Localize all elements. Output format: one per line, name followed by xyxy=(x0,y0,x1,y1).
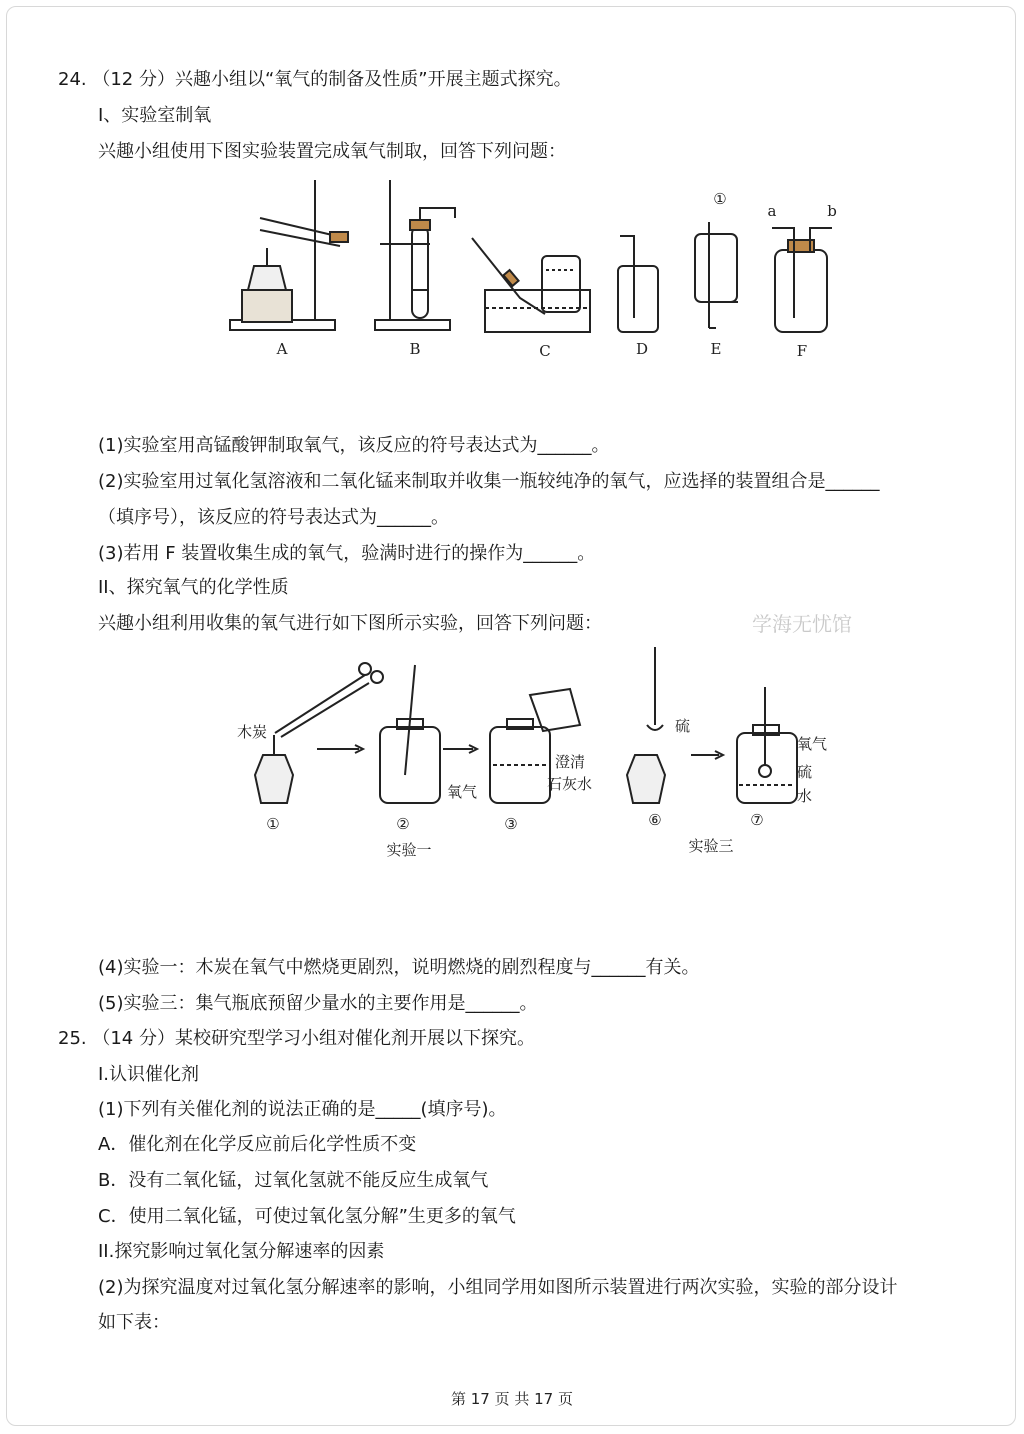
label-n7: ⑦ xyxy=(750,811,764,829)
apparatus-d xyxy=(618,236,658,332)
q24-part1-intro: 兴趣小组使用下图实验装置完成氧气制取，回答下列问题： xyxy=(98,141,566,162)
label-n6: ⑥ xyxy=(648,811,662,829)
label-limewater-1: 澄清 xyxy=(555,753,586,771)
q25-sub2-line2: 如下表： xyxy=(98,1312,170,1333)
q24-sub4: (4)实验一：木炭在氧气中燃烧更剧烈，说明燃烧的剧烈程度与______有关。 xyxy=(98,957,700,978)
apparatus-a xyxy=(230,180,348,330)
q24-sub2-line2: （填序号），该反应的符号表达式为______。 xyxy=(98,507,449,528)
apparatus-f xyxy=(772,228,832,332)
label-d: D xyxy=(635,340,649,358)
experiment-step-7 xyxy=(737,687,797,803)
label-f-b: b xyxy=(827,202,837,220)
q25-option-b: B．没有二氧化锰，过氧化氢就不能反应生成氧气 xyxy=(98,1170,489,1191)
q25-header: 25. （14 分）某校研究型学习小组对催化剂开展以下探究。 xyxy=(58,1028,535,1049)
label-a: A xyxy=(276,340,288,358)
label-sulfur: 硫 xyxy=(675,717,691,735)
label-n3: ③ xyxy=(504,815,518,833)
watermark: 学海无忧馆 xyxy=(752,612,852,636)
apparatus-c xyxy=(472,238,590,332)
q24-part2-intro: 兴趣小组利用收集的氧气进行如下图所示实验，回答下列问题： xyxy=(98,613,602,634)
label-limewater-2: 石灰水 xyxy=(547,775,593,793)
label-f-a: a xyxy=(767,202,777,220)
q25-option-a: A．催化剂在化学反应前后化学性质不变 xyxy=(98,1134,417,1155)
q24-part2-title: II、探究氧气的化学性质 xyxy=(98,577,289,598)
label-oxygen-2: 氧气 xyxy=(797,735,828,753)
q24-part1-title: I、实验室制氧 xyxy=(98,105,212,126)
q24-sub3: (3)若用 F 装置收集生成的氧气，验满时进行的操作为______。 xyxy=(98,543,596,564)
label-charcoal: 木炭 xyxy=(237,723,268,741)
q25-sub2-line1: (2)为探究温度对过氧化氢分解速率的影响，小组同学用如图所示装置进行两次实验，实验的部分设计 xyxy=(98,1277,898,1298)
q24-sub5: (5)实验三：集气瓶底预留少量水的主要作用是______。 xyxy=(98,993,538,1014)
label-c: C xyxy=(539,342,551,360)
experiment-step-2 xyxy=(380,665,440,803)
q25-sub1: (1)下列有关催化剂的说法正确的是_____(填序号)。 xyxy=(98,1099,507,1120)
label-exp3: 实验三 xyxy=(688,837,734,855)
label-n2: ② xyxy=(396,815,410,833)
label-exp1: 实验一 xyxy=(386,841,432,859)
experiment-step-1 xyxy=(255,663,383,803)
apparatus-e xyxy=(695,222,738,328)
q24-sub2-line1: (2)实验室用过氧化氢溶液和二氧化锰来制取并收集一瓶较纯净的氧气，应选择的装置组合是______ xyxy=(98,471,880,492)
q24-sub1: (1)实验室用高锰酸钾制取氧气，该反应的符号表达式为______。 xyxy=(98,435,610,456)
q25-part2-title: II.探究影响过氧化氢分解速率的因素 xyxy=(98,1241,385,1262)
label-f: F xyxy=(796,342,808,360)
label-oxygen: 氧气 xyxy=(447,783,478,801)
label-e: E xyxy=(710,340,722,358)
q25-option-c: C．使用二氧化锰，可使过氧化氢分解”生更多的氧气 xyxy=(98,1206,516,1227)
q25-part1-title: I.认识催化剂 xyxy=(98,1064,200,1085)
page-footer: 第 17 页 共 17 页 xyxy=(450,1390,573,1408)
apparatus-b xyxy=(375,180,455,330)
label-b: B xyxy=(409,340,421,358)
experiment-figure xyxy=(225,645,845,870)
label-sulfur-2: 硫 xyxy=(797,763,813,781)
experiment-step-6 xyxy=(627,647,665,803)
label-e-port: ① xyxy=(713,190,727,208)
label-water: 水 xyxy=(797,787,813,805)
q24-header: 24. （12 分）兴趣小组以“氧气的制备及性质”开展主题式探究。 xyxy=(58,69,572,90)
apparatus-figure xyxy=(220,178,860,368)
label-n1: ① xyxy=(266,815,280,833)
